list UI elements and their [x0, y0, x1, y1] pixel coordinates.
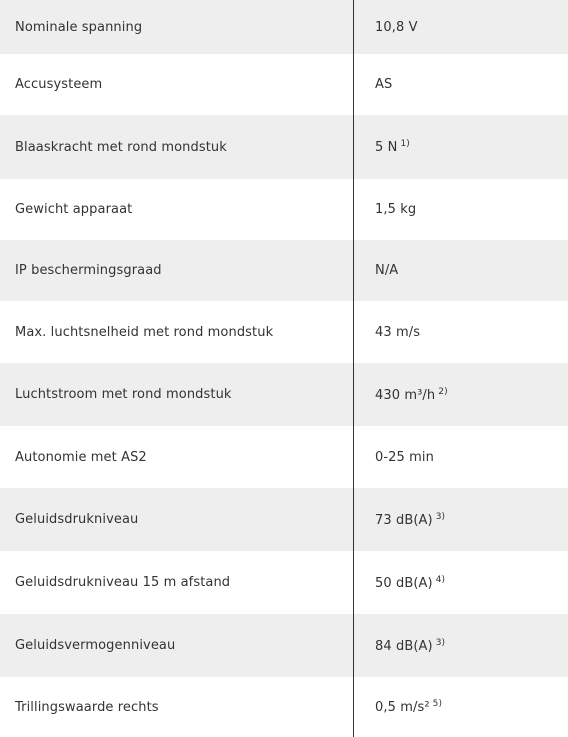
spec-label: Autonomie met AS2 [15, 449, 147, 465]
spec-label: Gewicht apparaat [15, 202, 133, 217]
table-row [0, 551, 568, 614]
spec-value: 0,5 m/s² [375, 700, 430, 715]
footnote-marker: 5) [432, 699, 443, 709]
spec-value: 10,8 V [375, 19, 418, 35]
spec-value: 430 m³/h [375, 387, 436, 403]
spec-value-cell [354, 450, 568, 465]
spec-value-cell [354, 263, 568, 278]
table-row [0, 54, 568, 115]
table-row [0, 115, 568, 179]
spec-value-cell [354, 139, 568, 155]
spec-value: 84 dB(A) [375, 638, 433, 654]
footnote-marker: 3) [435, 637, 446, 648]
spec-value: AS [375, 77, 393, 92]
spec-label: IP beschermingsgraad [15, 263, 162, 278]
spec-value: 0-25 min [375, 449, 434, 465]
footnote-marker: 4) [435, 574, 446, 585]
table-row [0, 179, 568, 240]
spec-label: Geluidsvermogenniveau [15, 638, 176, 653]
spec-value: 73 dB(A) [375, 512, 433, 528]
spec-label: Blaaskracht met rond mondstuk [15, 139, 227, 155]
spec-value-cell [354, 77, 568, 92]
table-row [0, 677, 568, 737]
spec-value-cell [354, 699, 568, 715]
table-row [0, 426, 568, 488]
spec-value: N/A [375, 263, 399, 278]
table-row [0, 301, 568, 363]
spec-value-cell [354, 575, 568, 591]
spec-label: Max. luchtsnelheid met rond mondstuk [15, 324, 274, 340]
spec-value: 50 dB(A) [375, 575, 433, 591]
spec-label: Geluidsdrukniveau [15, 512, 139, 527]
spec-value-cell [354, 202, 568, 217]
table-row [0, 488, 568, 551]
spec-label: Geluidsdrukniveau 15 m afstand [15, 575, 231, 590]
column-divider [353, 0, 354, 737]
spec-value: 5 N [375, 140, 398, 155]
footnote-marker: 3) [435, 511, 446, 522]
spec-value: 43 m/s [375, 324, 421, 340]
spec-label: Trillingswaarde rechts [15, 699, 159, 715]
spec-label: Nominale spanning [15, 19, 143, 35]
table-row [0, 0, 568, 54]
spec-label: Accusysteem [15, 77, 103, 92]
table-row [0, 240, 568, 301]
spec-value-cell [354, 387, 568, 403]
spec-value-cell [354, 325, 568, 340]
spec-value: 1,5 kg [375, 202, 417, 217]
spec-label: Luchtstroom met rond mondstuk [15, 387, 232, 402]
spec-value-cell [354, 512, 568, 528]
table-row [0, 614, 568, 677]
spec-value-cell [354, 20, 568, 35]
footnote-marker: 1) [400, 139, 410, 149]
footnote-marker: 2) [438, 386, 448, 397]
spec-value-cell [354, 638, 568, 654]
table-row [0, 363, 568, 426]
